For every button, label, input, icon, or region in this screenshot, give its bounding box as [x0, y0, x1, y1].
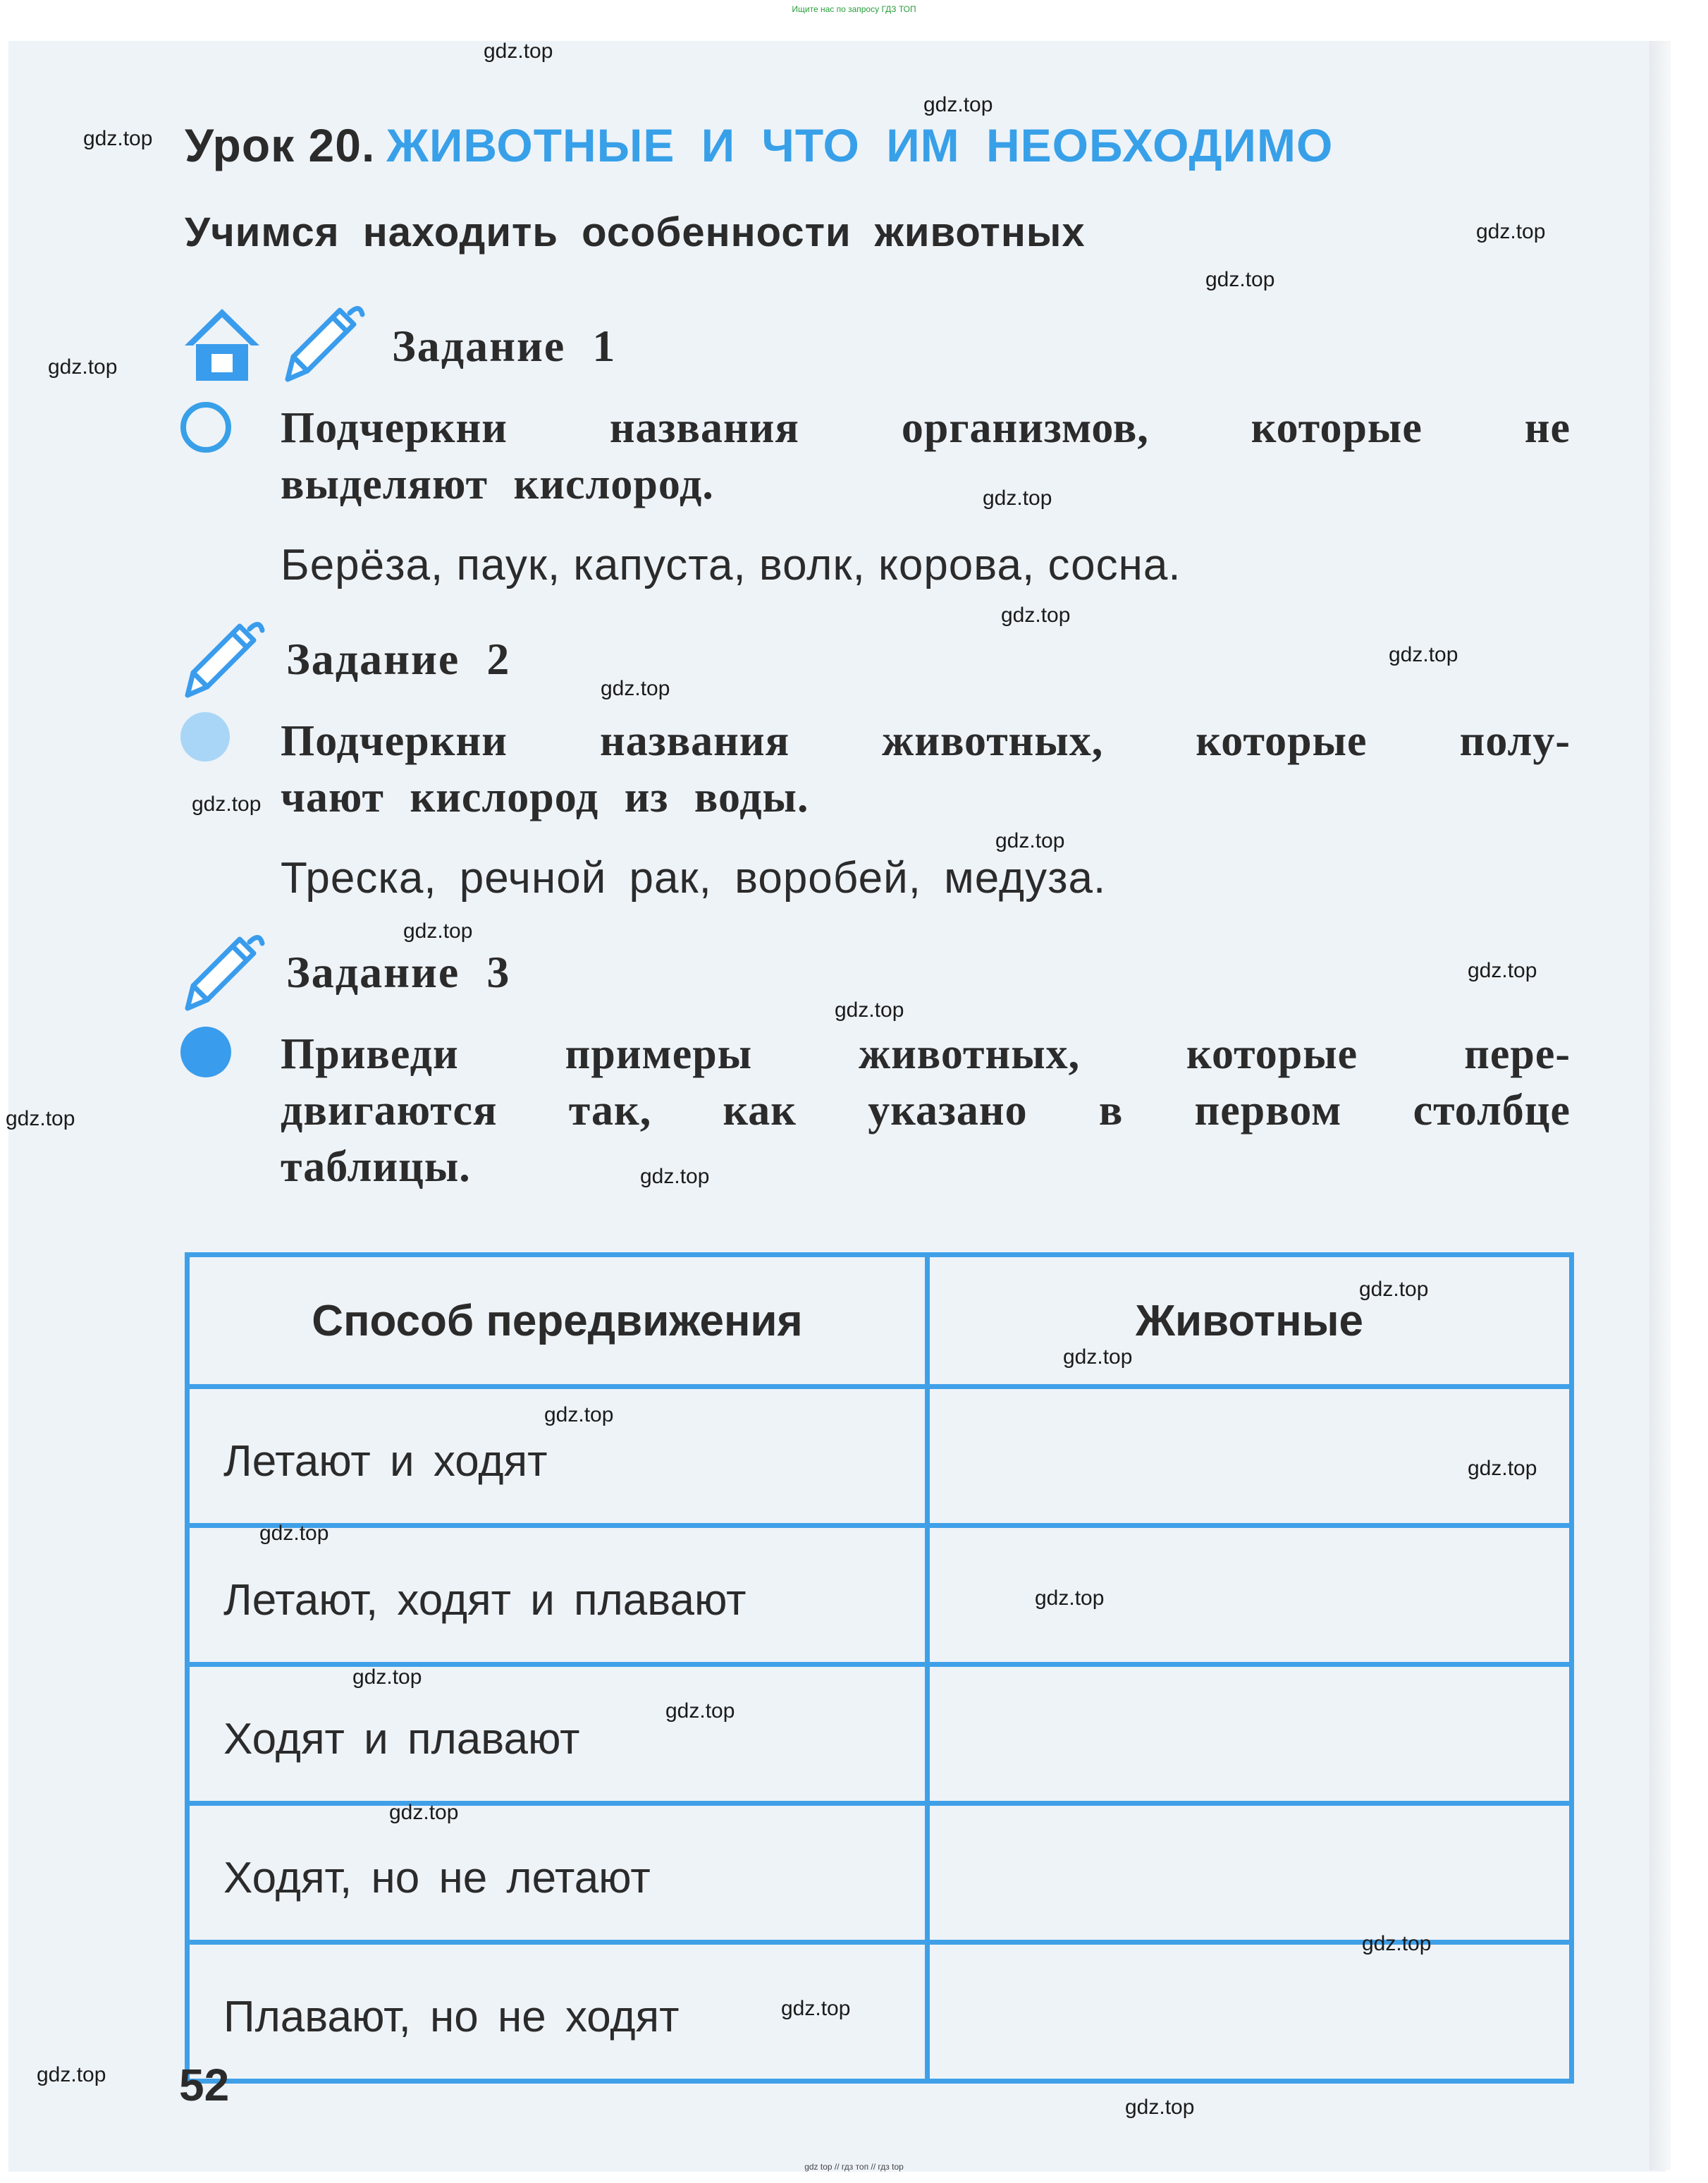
task-1-title: Задание 1	[392, 321, 617, 371]
lesson-subtitle: Учимся находить особенности животных	[185, 209, 1086, 255]
home-icon	[180, 305, 264, 384]
watermark: gdz.top	[192, 793, 262, 816]
task-1-instruction-line-2: выделяют кислород.	[281, 460, 714, 508]
watermark: gdz.top	[640, 1165, 710, 1188]
watermark: gdz.top	[6, 1107, 75, 1130]
table-header-animals: Животные	[928, 1255, 1572, 1387]
circle-icon	[180, 402, 231, 453]
pencil-icon	[281, 300, 365, 388]
movement-way-cell: Ходят и плавают	[188, 1665, 928, 1804]
watermark: gdz.top	[484, 39, 553, 63]
lesson-number: Урок 20.	[185, 119, 376, 171]
task-2-options: Треска, речной рак, воробей, медуза.	[281, 854, 1107, 903]
table-row	[188, 1387, 1572, 1526]
movement-way-cell: Ходят, но не летают	[188, 1804, 928, 1943]
watermark: gdz.top	[259, 1522, 329, 1545]
pencil-icon	[180, 616, 265, 704]
bottom-note: gdz top // гдз топ // гдз top	[804, 2162, 904, 2172]
circle-icon	[180, 712, 230, 762]
task-1-instruction-line-1: Подчеркни названия организмов, которые не	[281, 404, 1571, 452]
task-3-instruction-line-1: Приведи примеры животных, которые пере-	[281, 1030, 1571, 1078]
watermark: gdz.top	[83, 127, 153, 150]
watermark: gdz.top	[1468, 959, 1537, 982]
watermark: gdz.top	[37, 2063, 106, 2086]
pencil-icon	[180, 929, 265, 1017]
movement-way-cell: Плавают, но не ходят	[188, 1943, 928, 2081]
watermark: gdz.top	[389, 1801, 459, 1824]
watermark: gdz.top	[1468, 1457, 1537, 1480]
lesson-title	[185, 118, 1333, 172]
circle-icon	[180, 1027, 231, 1077]
movement-way-cell: Летают и ходят	[188, 1387, 928, 1526]
task-1-options: Берёза, паук, капуста, волк, корова, сосна.	[281, 541, 1181, 589]
watermark: gdz.top	[781, 1997, 851, 2020]
watermark: gdz.top	[544, 1403, 614, 1426]
animals-answer-cell[interactable]	[928, 1665, 1572, 1804]
watermark: gdz.top	[1001, 604, 1071, 627]
watermark: gdz.top	[1063, 1345, 1133, 1369]
animals-answer-cell[interactable]	[928, 1943, 1572, 2081]
watermark: gdz.top	[835, 998, 904, 1022]
page-edge	[1649, 41, 1671, 2170]
watermark: gdz.top	[1125, 2096, 1195, 2119]
task-3-instruction-line-2: двигаются так, как указано в первом столбце	[281, 1087, 1571, 1135]
watermark: gdz.top	[983, 487, 1052, 510]
watermark: gdz.top	[1476, 220, 1546, 243]
top-note: Ищите нас по запросу ГДЗ ТОП	[792, 4, 916, 14]
watermark: gdz.top	[1035, 1586, 1105, 1610]
task-2-instruction-line-1: Подчеркни названия животных, которые полу-	[281, 717, 1571, 765]
table-row	[188, 1943, 1572, 2081]
movement-way-cell: Летают, ходят и плавают	[188, 1526, 928, 1665]
animals-answer-cell[interactable]	[928, 1387, 1572, 1526]
watermark: gdz.top	[48, 355, 118, 379]
watermark: gdz.top	[995, 829, 1065, 852]
table-row	[188, 1526, 1572, 1665]
task-3-title: Задание 3	[286, 947, 511, 997]
watermark: gdz.top	[1359, 1278, 1429, 1301]
table-header-row	[188, 1255, 1572, 1387]
task-2-instruction-line-2: чают кислород из воды.	[281, 773, 809, 821]
page-number: 52	[179, 2060, 230, 2110]
watermark: gdz.top	[601, 677, 670, 700]
watermark: gdz.top	[403, 919, 473, 943]
watermark: gdz.top	[1205, 268, 1275, 291]
lesson-topic: ЖИВОТНЫЕ И ЧТО ИМ НЕОБХОДИМО	[386, 119, 1334, 171]
animals-answer-cell[interactable]	[928, 1804, 1572, 1943]
task-3-instruction-line-3: таблицы.	[281, 1143, 471, 1191]
watermark: gdz.top	[352, 1665, 422, 1689]
watermark: gdz.top	[665, 1699, 735, 1723]
animals-answer-cell[interactable]	[928, 1526, 1572, 1665]
watermark: gdz.top	[1389, 643, 1458, 666]
task-2-title: Задание 2	[286, 634, 511, 684]
table-header-way: Способ передвижения	[188, 1255, 928, 1387]
watermark: gdz.top	[1362, 1932, 1432, 1955]
watermark: gdz.top	[923, 93, 993, 116]
